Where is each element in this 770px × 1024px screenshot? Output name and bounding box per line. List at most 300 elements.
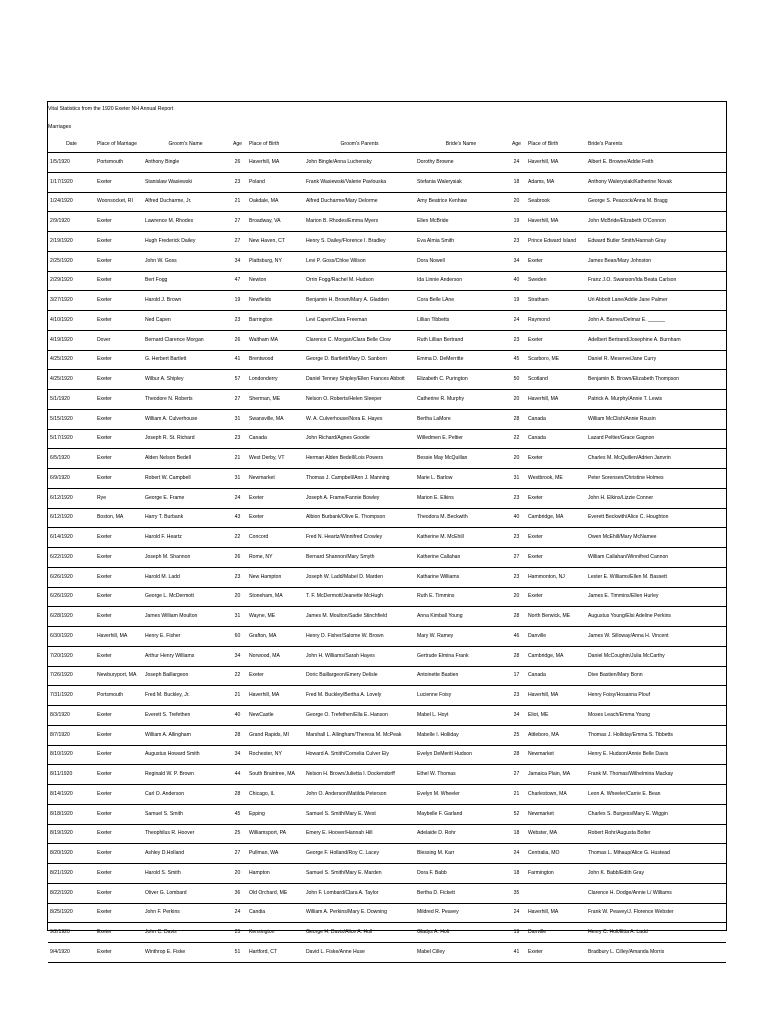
- column-header: Groom's Name: [143, 138, 228, 153]
- place-of-marriage-cell: Exeter: [95, 587, 143, 607]
- bride-age-cell: 23: [507, 488, 526, 508]
- table-row: [48, 429, 726, 449]
- groom-birthplace-cell: West Derby, VT: [247, 449, 304, 469]
- bride-birthplace-cell: Farmington: [526, 864, 586, 884]
- groom-parents-cell: Benjamin H. Brown/Mary A. Gladden: [304, 291, 415, 311]
- bride-parents-cell: John A. Barnes/Delmar E. ______: [586, 311, 726, 331]
- groom-age-cell: 19: [228, 291, 247, 311]
- place-of-marriage-cell: Exeter: [95, 745, 143, 765]
- bride-name-cell: Mary W. Ramey: [415, 627, 507, 647]
- groom-name-cell: Ashley D.Holland: [143, 844, 228, 864]
- groom-birthplace-cell: Poland: [247, 172, 304, 192]
- groom-name-cell: Lawrence M. Rhodes: [143, 212, 228, 232]
- table-row: [48, 271, 726, 291]
- bride-name-cell: Mabelle I. Holliday: [415, 725, 507, 745]
- bride-birthplace-cell: Exeter: [526, 330, 586, 350]
- bride-birthplace-cell: Webster, MA: [526, 824, 586, 844]
- bride-parents-cell: William McClish/Annie Rousin: [586, 409, 726, 429]
- groom-birthplace-cell: Newmarket: [247, 469, 304, 489]
- bride-name-cell: Dora F. Babb: [415, 864, 507, 884]
- bride-parents-cell: Henry Foisy/Hosanna Plouf: [586, 686, 726, 706]
- groom-parents-cell: George F. Holland/Roy C. Lacey: [304, 844, 415, 864]
- bride-parents-cell: George S. Peacock/Anna M. Bragg: [586, 192, 726, 212]
- bride-parents-cell: Leon A. Wheeler/Carrie E. Bean: [586, 785, 726, 805]
- bride-name-cell: Amy Beatrice Kenhaw: [415, 192, 507, 212]
- groom-name-cell: Augustus Howard Smith: [143, 745, 228, 765]
- bride-name-cell: Katherine Callahan: [415, 548, 507, 568]
- bride-age-cell: 17: [507, 666, 526, 686]
- bride-birthplace-cell: Canada: [526, 429, 586, 449]
- bride-parents-cell: Frank M. Thomas/Wilhelmina Mackay: [586, 765, 726, 785]
- bride-name-cell: Ida Linnie Anderson: [415, 271, 507, 291]
- date-cell: 8/7/1920: [48, 725, 95, 745]
- table-row: [48, 528, 726, 548]
- bride-name-cell: Dora Nowell: [415, 251, 507, 271]
- groom-parents-cell: Henry D. Fisher/Salome W. Brown: [304, 627, 415, 647]
- table-row: [48, 548, 726, 568]
- groom-age-cell: 44: [228, 765, 247, 785]
- table-row: [48, 725, 726, 745]
- groom-parents-cell: Samuel S. Smith/Mary E. Marden: [304, 864, 415, 884]
- bride-birthplace-cell: Haverhill, MA: [526, 903, 586, 923]
- groom-age-cell: 28: [228, 725, 247, 745]
- bride-birthplace-cell: Newmarket: [526, 745, 586, 765]
- groom-parents-cell: Henry S. Dailey/Florence I. Bradley: [304, 232, 415, 252]
- groom-name-cell: Joseph M. Shannon: [143, 548, 228, 568]
- groom-birthplace-cell: Stoneham, MA: [247, 587, 304, 607]
- place-of-marriage-cell: Exeter: [95, 725, 143, 745]
- bride-parents-cell: Charles S. Burgess/Mary E. Wiggin: [586, 804, 726, 824]
- groom-birthplace-cell: Brentwood: [247, 350, 304, 370]
- date-cell: 8/25/1920: [48, 903, 95, 923]
- bride-name-cell: Lillian Tibbetts: [415, 311, 507, 331]
- place-of-marriage-cell: Exeter: [95, 350, 143, 370]
- report-title: Vital Statistics from the 1920 Exeter NH Annual Report: [48, 106, 174, 112]
- column-header: Place of Birth: [526, 138, 586, 153]
- spreadsheet: [47, 101, 727, 955]
- groom-age-cell: 25: [228, 824, 247, 844]
- groom-age-cell: 22: [228, 528, 247, 548]
- place-of-marriage-cell: Haverhill, MA: [95, 627, 143, 647]
- groom-birthplace-cell: Hampton: [247, 864, 304, 884]
- place-of-marriage-cell: Exeter: [95, 370, 143, 390]
- bride-name-cell: Lucienne Foisy: [415, 686, 507, 706]
- date-cell: 6/30/1920: [48, 627, 95, 647]
- groom-parents-cell: Thomas J. Campbell/Ann J. Manning: [304, 469, 415, 489]
- groom-name-cell: James William Moulton: [143, 607, 228, 627]
- bride-age-cell: 20: [507, 390, 526, 410]
- bride-birthplace-cell: Exeter: [526, 528, 586, 548]
- place-of-marriage-cell: Exeter: [95, 449, 143, 469]
- groom-birthplace-cell: Rochester, NY: [247, 745, 304, 765]
- groom-parents-cell: George H. Davis/Alice A. Hull: [304, 923, 415, 943]
- bride-age-cell: 18: [507, 864, 526, 884]
- bride-parents-cell: Albert E. Browne/Addie Feith: [586, 153, 726, 173]
- place-of-marriage-cell: Exeter: [95, 311, 143, 331]
- place-of-marriage-cell: Exeter: [95, 271, 143, 291]
- groom-name-cell: Harry T. Burbank: [143, 508, 228, 528]
- groom-parents-cell: James M. Moulton/Sadie Stinchfield: [304, 607, 415, 627]
- bride-parents-cell: Patrick A. Murphy/Annie T. Lewis: [586, 390, 726, 410]
- groom-parents-cell: Levi P. Goss/Chloe Wilson: [304, 251, 415, 271]
- groom-birthplace-cell: Concord: [247, 528, 304, 548]
- groom-parents-cell: Howard A. Smith/Cornelia Culver Ely: [304, 745, 415, 765]
- groom-age-cell: 34: [228, 745, 247, 765]
- bride-name-cell: Ruth E. Timmins: [415, 587, 507, 607]
- bride-birthplace-cell: Exeter: [526, 587, 586, 607]
- groom-birthplace-cell: Canada: [247, 429, 304, 449]
- groom-age-cell: 25: [228, 923, 247, 943]
- groom-age-cell: 43: [228, 508, 247, 528]
- groom-age-cell: 51: [228, 943, 247, 963]
- date-cell: 6/12/1920: [48, 488, 95, 508]
- bride-parents-cell: Lester E. Williams/Ellen M. Bassett: [586, 567, 726, 587]
- date-cell: 6/12/1920: [48, 508, 95, 528]
- table-row: [48, 311, 726, 331]
- place-of-marriage-cell: Exeter: [95, 567, 143, 587]
- place-of-marriage-cell: Portsmouth: [95, 686, 143, 706]
- groom-name-cell: G. Herbert Bartlett: [143, 350, 228, 370]
- groom-birthplace-cell: NewCastle: [247, 706, 304, 726]
- bride-age-cell: 25: [507, 725, 526, 745]
- bride-name-cell: Gladys A. Holt: [415, 923, 507, 943]
- table-row: [48, 824, 726, 844]
- groom-parents-cell: Herman Alden Bedell/Lois Powers: [304, 449, 415, 469]
- table-row: [48, 469, 726, 489]
- groom-birthplace-cell: Newton: [247, 271, 304, 291]
- section-label: Marriages: [48, 124, 72, 130]
- date-cell: 3/27/1920: [48, 291, 95, 311]
- groom-name-cell: Hugh Frederick Dailey: [143, 232, 228, 252]
- groom-age-cell: 26: [228, 548, 247, 568]
- date-cell: 5/17/1920: [48, 429, 95, 449]
- groom-parents-cell: Joseph A. Frame/Fannie Bowley: [304, 488, 415, 508]
- groom-age-cell: 60: [228, 627, 247, 647]
- bride-parents-cell: Robert Rohr/Augusta Bolter: [586, 824, 726, 844]
- groom-name-cell: John W. Goss: [143, 251, 228, 271]
- bride-parents-cell: Thomas J. Holliday/Emma S. Tibbetts: [586, 725, 726, 745]
- groom-parents-cell: Daniel Tenney Shipley/Ellen Frances Abbott: [304, 370, 415, 390]
- groom-name-cell: Anthony Bingle: [143, 153, 228, 173]
- bride-name-cell: Stefania Walerysiak: [415, 172, 507, 192]
- bride-birthplace-cell: Stratham: [526, 291, 586, 311]
- bride-age-cell: 45: [507, 350, 526, 370]
- bride-name-cell: Ruth Lillian Bertrand: [415, 330, 507, 350]
- place-of-marriage-cell: Exeter: [95, 824, 143, 844]
- bride-birthplace-cell: Westbrook, ME: [526, 469, 586, 489]
- bride-age-cell: 24: [507, 844, 526, 864]
- date-cell: 8/11/1920: [48, 765, 95, 785]
- place-of-marriage-cell: Exeter: [95, 409, 143, 429]
- bride-parents-cell: Augustus Young/Elsi Adeline Perkins: [586, 607, 726, 627]
- groom-parents-cell: W. A. Culverhouse/Nora E. Hayes: [304, 409, 415, 429]
- groom-name-cell: Samuel S. Smith: [143, 804, 228, 824]
- groom-age-cell: 41: [228, 350, 247, 370]
- bride-name-cell: Mabel L. Hoyt: [415, 706, 507, 726]
- groom-age-cell: 26: [228, 153, 247, 173]
- bride-name-cell: Elizabeth C. Purington: [415, 370, 507, 390]
- groom-parents-cell: George D. Bartlett/Mary D. Sanborn: [304, 350, 415, 370]
- table-row: [48, 706, 726, 726]
- bride-age-cell: 52: [507, 804, 526, 824]
- groom-parents-cell: Frank Wasiewski/Valerie Pavlouska: [304, 172, 415, 192]
- groom-birthplace-cell: Grand Rapids, MI: [247, 725, 304, 745]
- bride-age-cell: 28: [507, 646, 526, 666]
- bride-name-cell: Ellen McBride: [415, 212, 507, 232]
- groom-name-cell: John F. Perkins: [143, 903, 228, 923]
- groom-name-cell: Theodore N. Roberts: [143, 390, 228, 410]
- table-row: [48, 607, 726, 627]
- bride-name-cell: Mabel Cilley: [415, 943, 507, 963]
- bride-name-cell: Mildred R. Peavey: [415, 903, 507, 923]
- groom-birthplace-cell: Plattsburg, NY: [247, 251, 304, 271]
- groom-age-cell: 20: [228, 587, 247, 607]
- bride-birthplace-cell: Prince Edward Island: [526, 232, 586, 252]
- groom-age-cell: 24: [228, 903, 247, 923]
- date-cell: 4/25/1920: [48, 350, 95, 370]
- table-body: [48, 153, 726, 963]
- groom-name-cell: William A. Culverhouse: [143, 409, 228, 429]
- groom-name-cell: Ned Capen: [143, 311, 228, 331]
- groom-age-cell: 21: [228, 686, 247, 706]
- bride-parents-cell: Owen McEhill/Mary McNamee: [586, 528, 726, 548]
- groom-name-cell: Arthur Henry Williams: [143, 646, 228, 666]
- bride-birthplace-cell: Haverhill, MA: [526, 686, 586, 706]
- place-of-marriage-cell: Exeter: [95, 804, 143, 824]
- bride-birthplace-cell: Canada: [526, 666, 586, 686]
- bride-name-cell: Adelaide D. Rohr: [415, 824, 507, 844]
- bride-parents-cell: John McBride/Elizabeth O'Connon: [586, 212, 726, 232]
- groom-age-cell: 27: [228, 232, 247, 252]
- bride-age-cell: 18: [507, 172, 526, 192]
- bride-birthplace-cell: Seabrook: [526, 192, 586, 212]
- groom-age-cell: 26: [228, 330, 247, 350]
- bride-birthplace-cell: Exeter: [526, 449, 586, 469]
- bride-birthplace-cell: Haverhill, MA: [526, 390, 586, 410]
- bride-age-cell: 28: [507, 607, 526, 627]
- groom-name-cell: Carl O. Anderson: [143, 785, 228, 805]
- table-row: [48, 153, 726, 173]
- bride-birthplace-cell: Adams, MA: [526, 172, 586, 192]
- table-row: [48, 567, 726, 587]
- groom-parents-cell: Levi Capen/Clara Freeman: [304, 311, 415, 331]
- bride-birthplace-cell: Danville: [526, 627, 586, 647]
- bride-parents-cell: Bradbury L. Cilley/Amanda Morris: [586, 943, 726, 963]
- bride-name-cell: Gertrude Elmina Frank: [415, 646, 507, 666]
- date-cell: 5/1/1920: [48, 390, 95, 410]
- bride-parents-cell: Thomas L. Mihaup/Alice G. Hustead: [586, 844, 726, 864]
- date-cell: 7/26/1920: [48, 666, 95, 686]
- date-cell: 5/15/1920: [48, 409, 95, 429]
- place-of-marriage-cell: Exeter: [95, 251, 143, 271]
- bride-age-cell: 31: [507, 469, 526, 489]
- column-header: Groom's Parents: [304, 138, 415, 153]
- place-of-marriage-cell: Exeter: [95, 864, 143, 884]
- groom-parents-cell: William A. Perkins/Mary E. Downing: [304, 903, 415, 923]
- groom-birthplace-cell: Londonderry: [247, 370, 304, 390]
- table-row: [48, 646, 726, 666]
- date-cell: 2/9/1920: [48, 212, 95, 232]
- date-cell: 1/24/1920: [48, 192, 95, 212]
- date-cell: 8/19/1920: [48, 824, 95, 844]
- bride-age-cell: 35: [507, 883, 526, 903]
- table-row: [48, 686, 726, 706]
- groom-birthplace-cell: Norwood, MA: [247, 646, 304, 666]
- groom-name-cell: Reginald W. P. Brown: [143, 765, 228, 785]
- table-row: [48, 172, 726, 192]
- table-header-row: [48, 138, 726, 153]
- table-row: [48, 903, 726, 923]
- bride-age-cell: 23: [507, 528, 526, 548]
- bride-age-cell: 34: [507, 251, 526, 271]
- groom-birthplace-cell: Oakdale, MA: [247, 192, 304, 212]
- date-cell: 8/20/1920: [48, 844, 95, 864]
- place-of-marriage-cell: Exeter: [95, 923, 143, 943]
- bride-parents-cell: Peter Sorensen/Christine Holmes: [586, 469, 726, 489]
- table-row: [48, 508, 726, 528]
- date-cell: 6/5/1920: [48, 449, 95, 469]
- groom-parents-cell: Emery E. Hoover/Hannah Hill: [304, 824, 415, 844]
- groom-name-cell: William A. Allingham: [143, 725, 228, 745]
- date-cell: 6/26/1920: [48, 587, 95, 607]
- groom-name-cell: Oliver G. Lombard: [143, 883, 228, 903]
- bride-age-cell: 28: [507, 409, 526, 429]
- bride-age-cell: 23: [507, 330, 526, 350]
- groom-birthplace-cell: Hartford, CT: [247, 943, 304, 963]
- groom-age-cell: 23: [228, 172, 247, 192]
- groom-age-cell: 27: [228, 212, 247, 232]
- date-cell: 8/14/1920: [48, 785, 95, 805]
- date-cell: 2/29/1920: [48, 271, 95, 291]
- bride-parents-cell: Adelbert Bertrand/Josephine A. Burnham: [586, 330, 726, 350]
- groom-age-cell: 23: [228, 311, 247, 331]
- bride-age-cell: 19: [507, 291, 526, 311]
- bride-parents-cell: Franz J.O. Swanson/Ida Beata Carlson: [586, 271, 726, 291]
- table-row: [48, 864, 726, 884]
- groom-age-cell: 31: [228, 409, 247, 429]
- table-row: [48, 232, 726, 252]
- bride-age-cell: 20: [507, 587, 526, 607]
- bride-age-cell: 21: [507, 785, 526, 805]
- date-cell: 8/3/1920: [48, 706, 95, 726]
- bride-age-cell: 24: [507, 153, 526, 173]
- groom-age-cell: 34: [228, 251, 247, 271]
- table-row: [48, 212, 726, 232]
- groom-parents-cell: Alfred Ducharme/Mary Delorme: [304, 192, 415, 212]
- place-of-marriage-cell: Exeter: [95, 429, 143, 449]
- date-cell: 4/25/1920: [48, 370, 95, 390]
- date-cell: 7/20/1920: [48, 646, 95, 666]
- place-of-marriage-cell: Exeter: [95, 765, 143, 785]
- bride-parents-cell: William Callahan/Winnifred Cannon: [586, 548, 726, 568]
- place-of-marriage-cell: Exeter: [95, 607, 143, 627]
- bride-parents-cell: James Bean/Mary Johnston: [586, 251, 726, 271]
- bride-name-cell: Marie L. Barlow: [415, 469, 507, 489]
- bride-birthplace-cell: Centralia, MO: [526, 844, 586, 864]
- bride-parents-cell: Edward Butler Smith/Hannah Gray: [586, 232, 726, 252]
- place-of-marriage-cell: Newburyport, MA: [95, 666, 143, 686]
- groom-name-cell: Harold S. Smith: [143, 864, 228, 884]
- date-cell: 2/19/1920: [48, 232, 95, 252]
- table-row: [48, 291, 726, 311]
- bride-birthplace-cell: North Berwick, ME: [526, 607, 586, 627]
- groom-birthplace-cell: Kensington: [247, 923, 304, 943]
- bride-name-cell: Dorothy Browne: [415, 153, 507, 173]
- groom-name-cell: Joseph Baillargeon: [143, 666, 228, 686]
- groom-parents-cell: Marshall L. Allingham/Theresa M. McPeak: [304, 725, 415, 745]
- groom-age-cell: 27: [228, 390, 247, 410]
- groom-name-cell: Robert W. Campbell: [143, 469, 228, 489]
- table-row: [48, 785, 726, 805]
- groom-parents-cell: John Richard/Agnes Goodie: [304, 429, 415, 449]
- bride-birthplace-cell: Jamaica Plain, MA: [526, 765, 586, 785]
- date-cell: 6/22/1920: [48, 548, 95, 568]
- groom-birthplace-cell: Grafton, MA: [247, 627, 304, 647]
- place-of-marriage-cell: Exeter: [95, 883, 143, 903]
- bride-age-cell: 28: [507, 745, 526, 765]
- groom-name-cell: Theophilus R. Hoover: [143, 824, 228, 844]
- groom-birthplace-cell: Pullman, WA: [247, 844, 304, 864]
- place-of-marriage-cell: Exeter: [95, 903, 143, 923]
- bride-name-cell: Theodora M. Beckwith: [415, 508, 507, 528]
- groom-age-cell: 57: [228, 370, 247, 390]
- table-row: [48, 804, 726, 824]
- column-header: Place of Birth: [247, 138, 304, 153]
- groom-parents-cell: Doric Baillargeon/Emery Delisle: [304, 666, 415, 686]
- groom-age-cell: 31: [228, 469, 247, 489]
- groom-age-cell: 23: [228, 567, 247, 587]
- bride-parents-cell: Daniel R. Meserve/Jane Curry: [586, 350, 726, 370]
- place-of-marriage-cell: Exeter: [95, 232, 143, 252]
- groom-age-cell: 23: [228, 429, 247, 449]
- bride-birthplace-cell: Raymond: [526, 311, 586, 331]
- groom-parents-cell: Nelson H. Brown/Julietta I. Dockendorff: [304, 765, 415, 785]
- bride-birthplace-cell: Exeter: [526, 943, 586, 963]
- bride-parents-cell: Henry E. Hudson/Annie Belle Davis: [586, 745, 726, 765]
- place-of-marriage-cell: Exeter: [95, 390, 143, 410]
- groom-age-cell: 27: [228, 844, 247, 864]
- bride-birthplace-cell: Cambridge, MA: [526, 508, 586, 528]
- table-row: [48, 192, 726, 212]
- column-header: Age: [228, 138, 247, 153]
- bride-birthplace-cell: Haverhill, MA: [526, 212, 586, 232]
- bride-parents-cell: Frank W. Peavey/J. Florence Webster: [586, 903, 726, 923]
- groom-age-cell: 40: [228, 706, 247, 726]
- groom-name-cell: George E. Frame: [143, 488, 228, 508]
- groom-age-cell: 34: [228, 646, 247, 666]
- groom-name-cell: Wilbur A. Shipley: [143, 370, 228, 390]
- groom-parents-cell: George O. Trefethen/Ella E. Hanson: [304, 706, 415, 726]
- groom-birthplace-cell: Candia: [247, 903, 304, 923]
- groom-name-cell: Stanislaw Wasiewski: [143, 172, 228, 192]
- groom-age-cell: 24: [228, 488, 247, 508]
- bride-birthplace-cell: Exeter: [526, 488, 586, 508]
- table-row: [48, 765, 726, 785]
- groom-age-cell: 21: [228, 449, 247, 469]
- bride-name-cell: Catherine R. Murphy: [415, 390, 507, 410]
- place-of-marriage-cell: Exeter: [95, 469, 143, 489]
- bride-birthplace-cell: Exeter: [526, 548, 586, 568]
- date-cell: 6/28/1920: [48, 607, 95, 627]
- bride-age-cell: 19: [507, 212, 526, 232]
- bride-age-cell: 23: [507, 567, 526, 587]
- bride-parents-cell: Clarence H. Dodge/Annie L/ Williams: [586, 883, 726, 903]
- groom-age-cell: 28: [228, 785, 247, 805]
- bride-age-cell: 23: [507, 686, 526, 706]
- date-cell: 8/21/1920: [48, 864, 95, 884]
- groom-parents-cell: Fred N. Heartz/Winnifred Crowley: [304, 528, 415, 548]
- bride-name-cell: Anna Kimball Young: [415, 607, 507, 627]
